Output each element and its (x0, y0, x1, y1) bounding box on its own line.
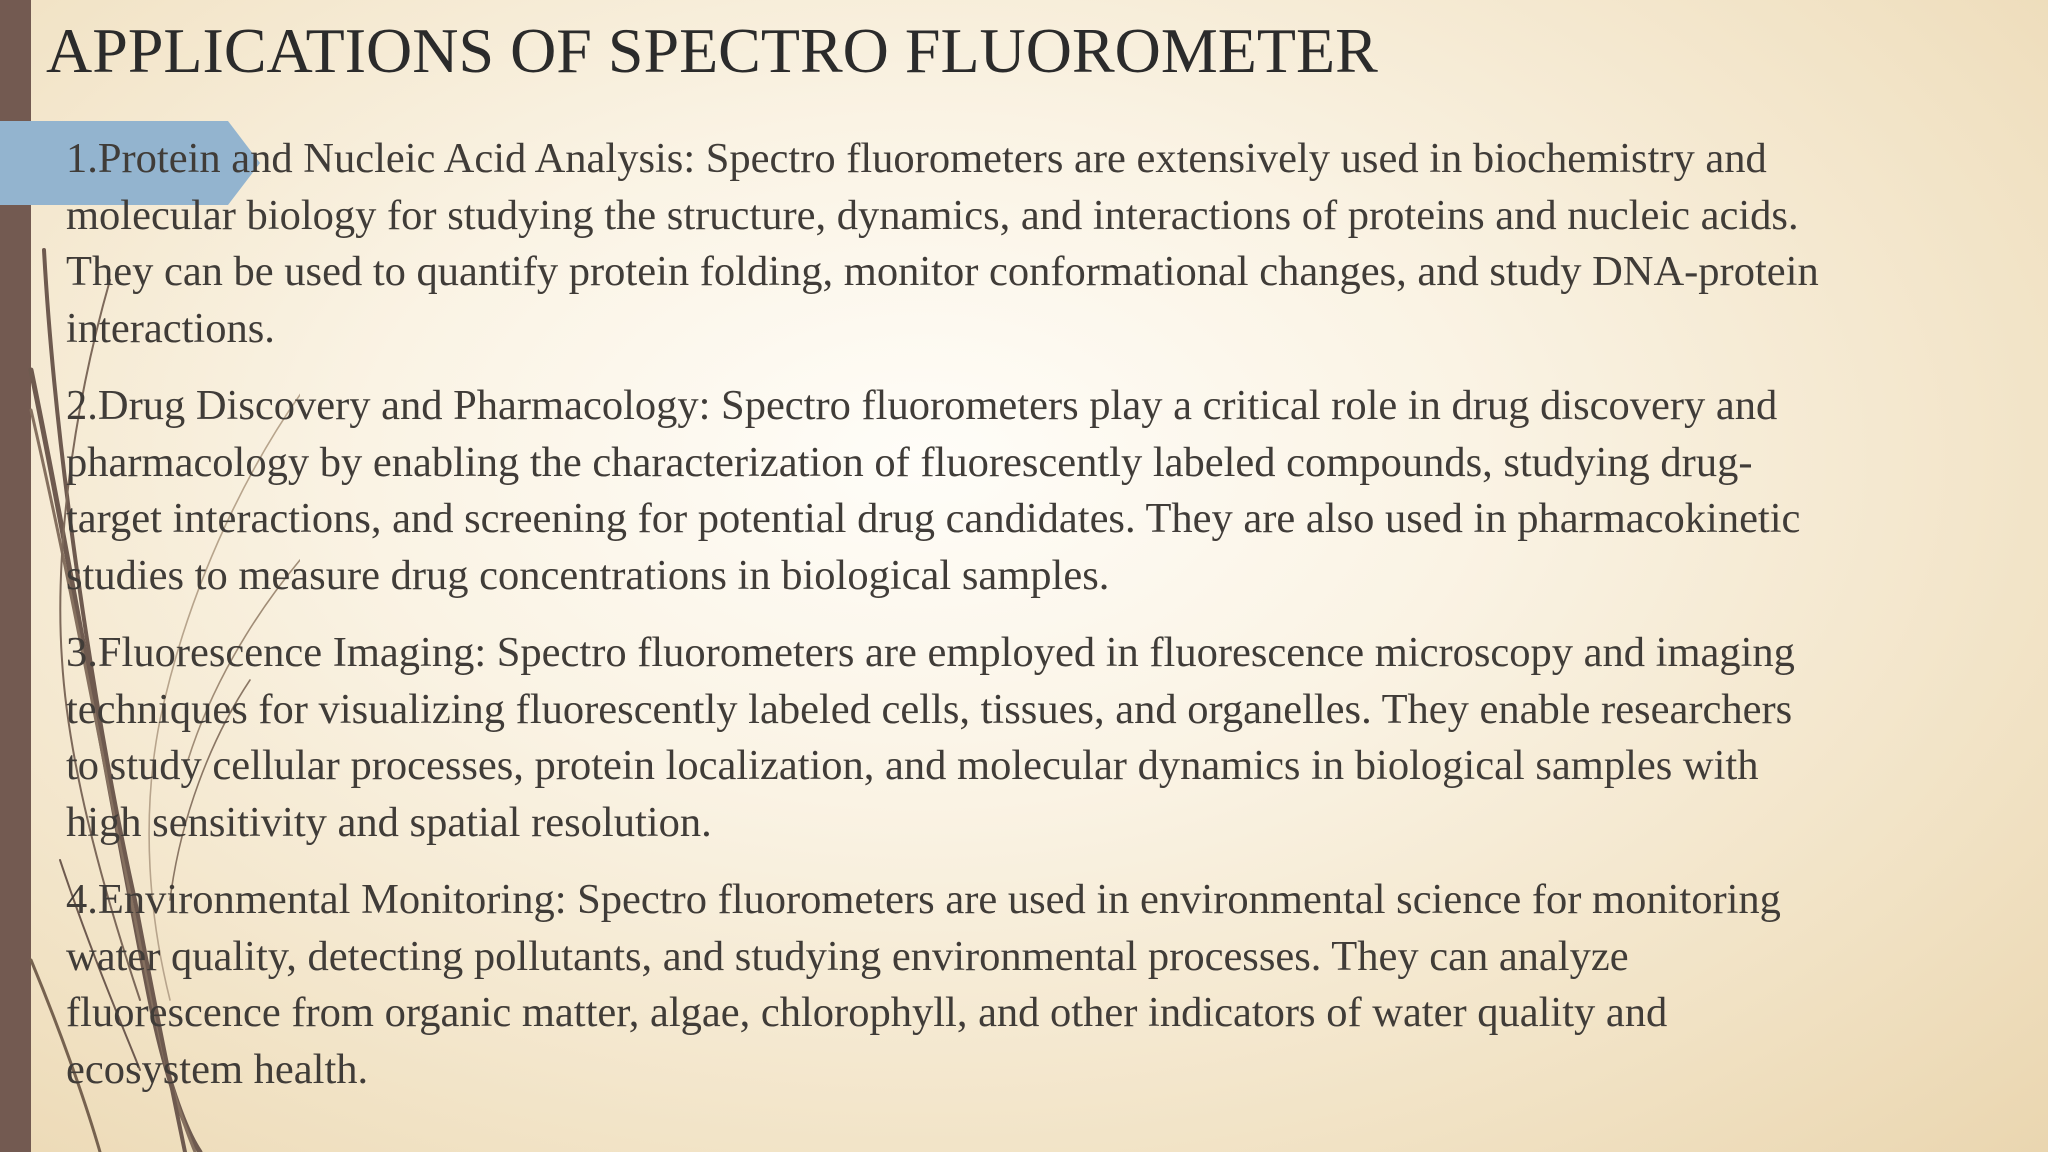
slide-title: APPLICATIONS OF SPECTRO FLUOROMETER (46, 15, 1378, 86)
paragraph-line: studies to measure drug concentrations in biological samples. (66, 551, 1110, 599)
slide-body (66, 131, 2026, 1119)
paragraph-line: water quality, detecting pollutants, and studying environmental processes. They can analyze (66, 932, 1629, 980)
paragraph-line: molecular biology for studying the structure, dynamics, and interactions of proteins and nucleic acids. (66, 191, 1799, 239)
paragraph-line: 4.Environmental Monitoring: Spectro fluorometers are used in environmental science for monitoring (66, 876, 1781, 923)
paragraph-line: 1.Protein and Nucleic Acid Analysis: Spectro fluorometers are extensively used in biochemistry and (66, 135, 1767, 182)
application-paragraph-1 (66, 131, 2026, 357)
paragraph-line: interactions. (66, 304, 275, 352)
paragraph-line: pharmacology by enabling the characterization of fluorescently labeled compounds, studying drug- (66, 438, 1753, 486)
paragraph-line: target interactions, and screening for potential drug candidates. They are also used in pharmacokinetic (66, 495, 1801, 542)
application-paragraph-2 (66, 378, 2026, 604)
paragraph-line: 3.Fluorescence Imaging: Spectro fluorometers are employed in fluorescence microscopy and imaging (66, 629, 1795, 676)
application-paragraph-4 (66, 872, 2026, 1098)
paragraph-line: to study cellular processes, protein localization, and molecular dynamics in biological samples with (66, 742, 1759, 789)
paragraph-line: fluorescence from organic matter, algae, chlorophyll, and other indicators of water quality and (66, 989, 1668, 1036)
paragraph-line: They can be used to quantify protein folding, monitor conformational changes, and study DNA-protein (66, 248, 1819, 295)
paragraph-line: 2.Drug Discovery and Pharmacology: Spectro fluorometers play a critical role in drug discovery and (66, 382, 1778, 429)
application-paragraph-3 (66, 625, 2026, 851)
paragraph-line: high sensitivity and spatial resolution. (66, 798, 712, 846)
paragraph-line: ecosystem health. (66, 1045, 369, 1093)
paragraph-line: techniques for visualizing fluorescently labeled cells, tissues, and organelles. They enable researchers (66, 685, 1793, 733)
